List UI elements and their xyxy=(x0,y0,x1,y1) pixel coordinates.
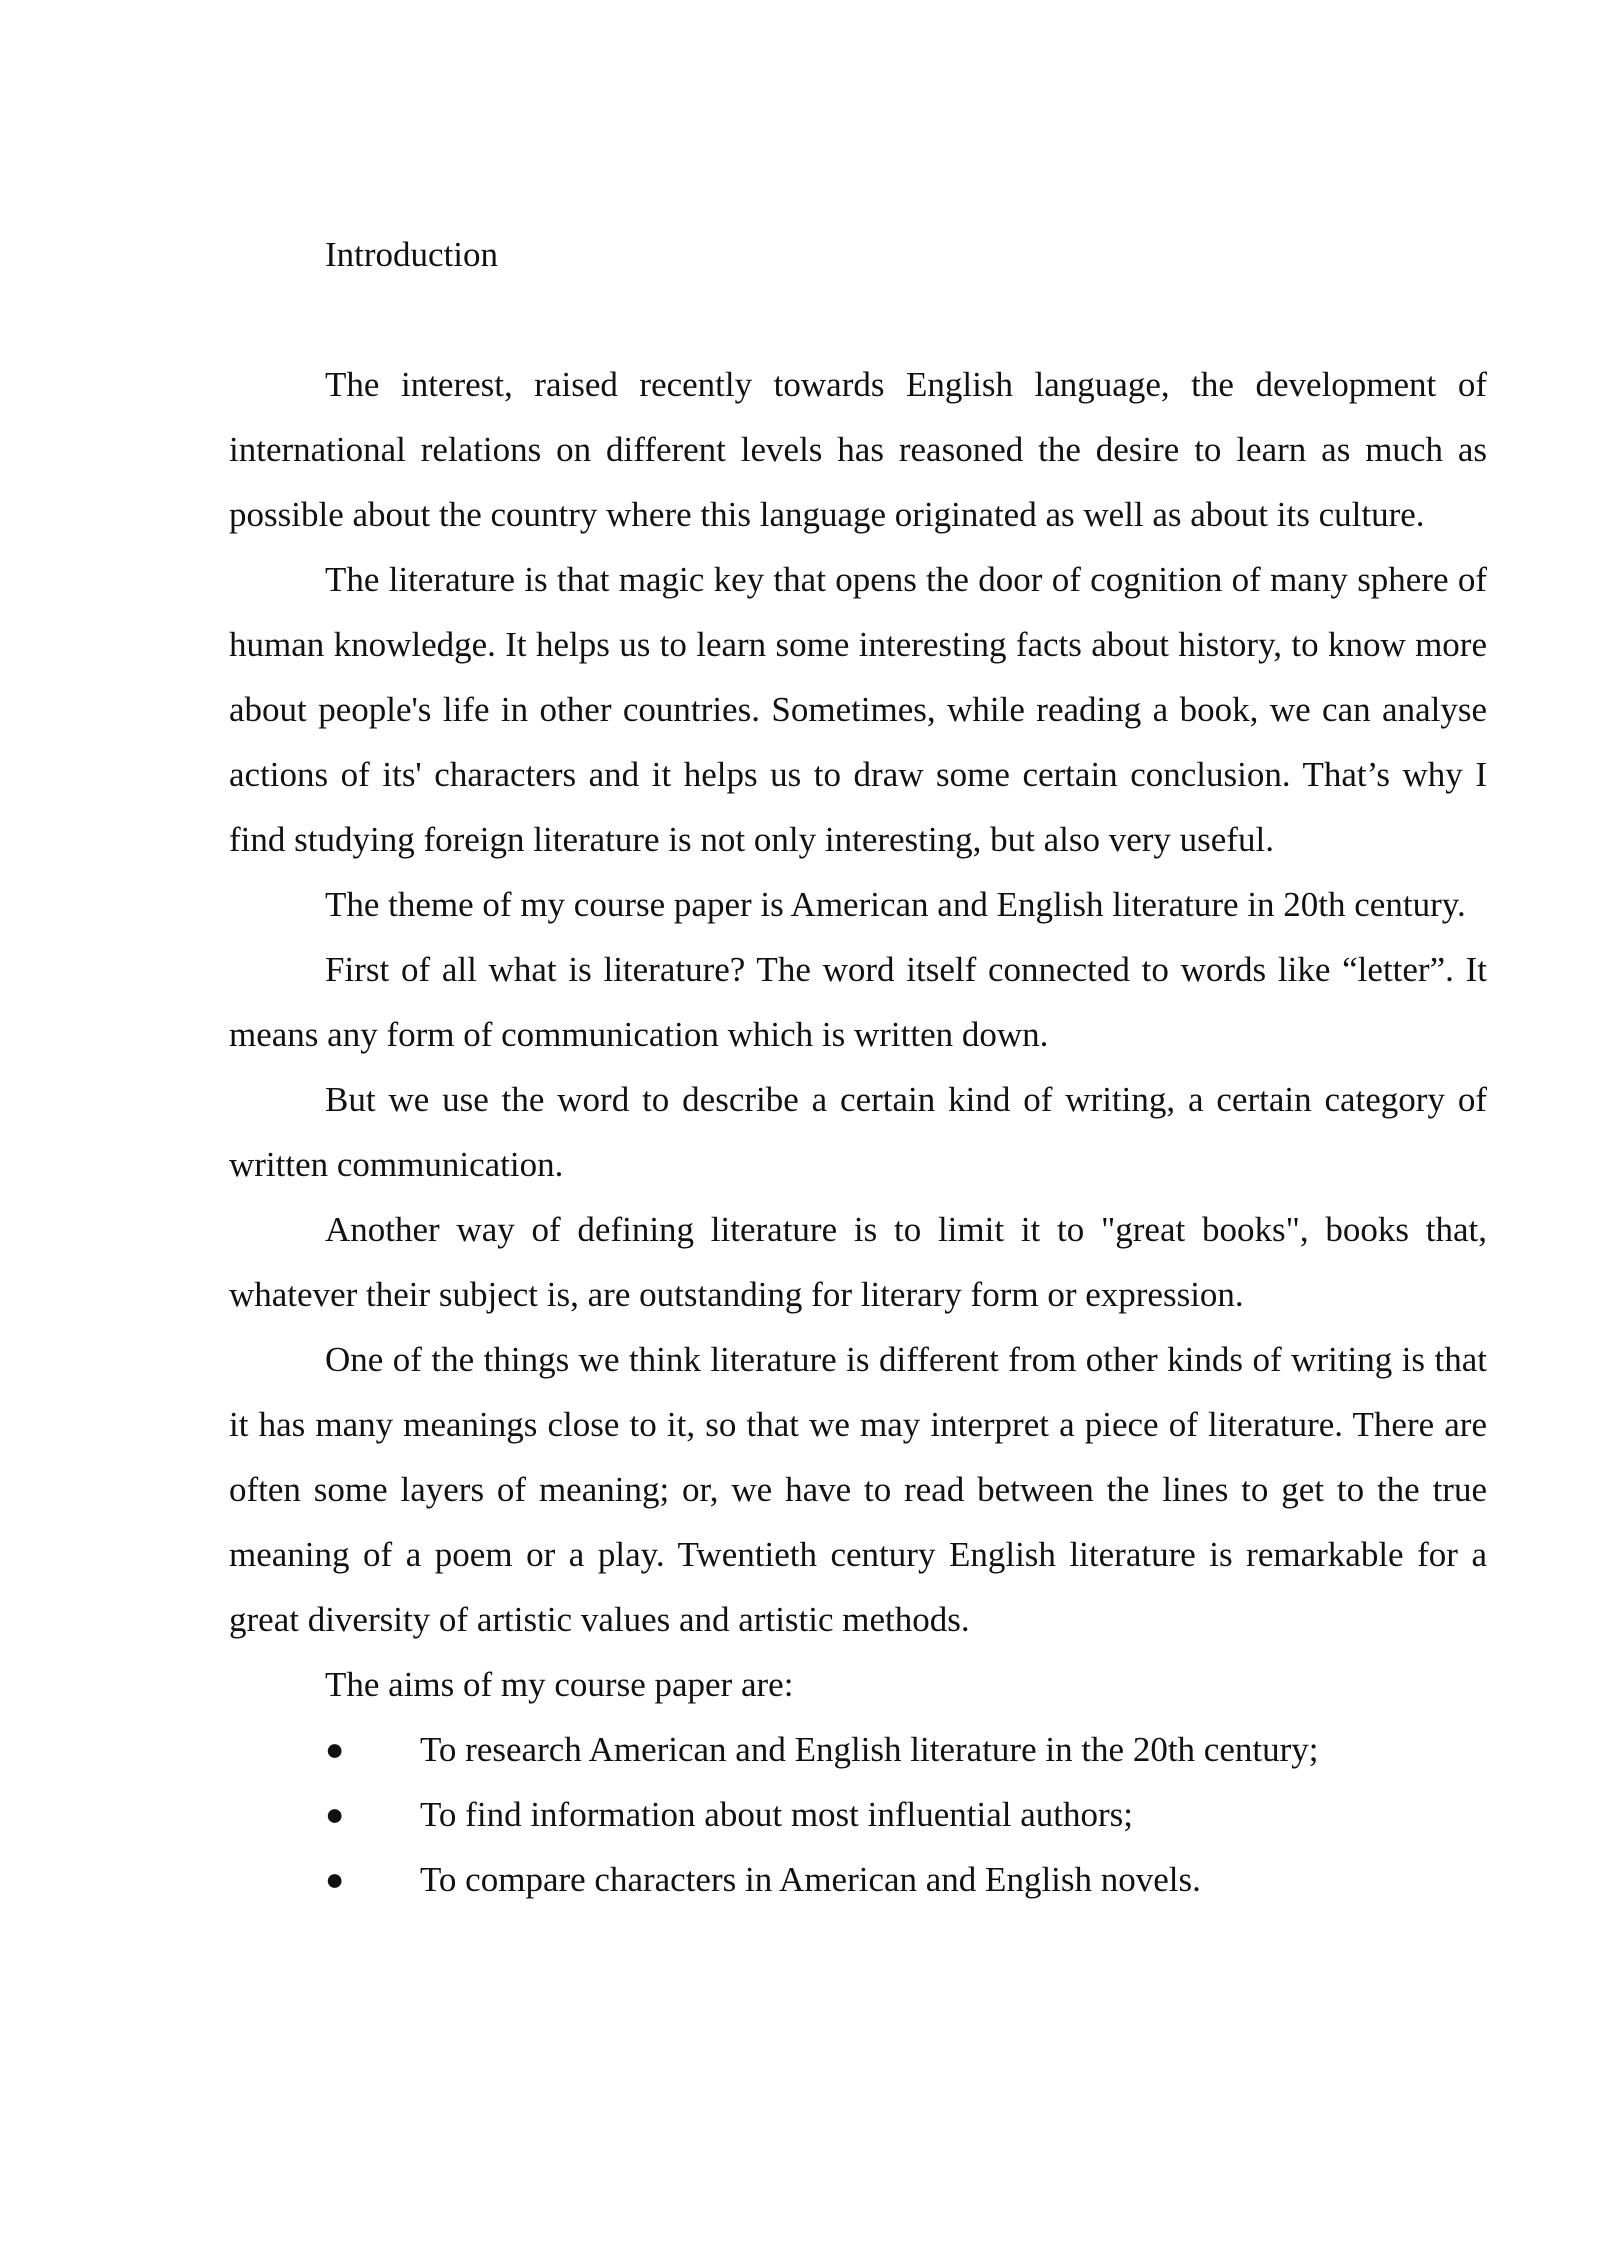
paragraph-meanings: One of the things we think literature is different from other kinds of writing is that it has many meanings close to it, so that we may interpret a piece of literature. There are often some layers of meaning; or, we have to read between the lines to get to the true meaning of a poem or a play. Twentieth century English literature is remarkable for a great diversity of artistic values and artistic methods. xyxy=(229,1340,1487,1639)
paragraph-interest: The interest, raised recently towards English language, the development of international relations on different levels has reasoned the desire to learn as much as possible about the country where this language originated as well as about its culture. xyxy=(229,365,1487,534)
paragraph-category: But we use the word to describe a certain kind of writing, a certain category of written communication. xyxy=(229,1080,1487,1184)
list-item-text: To compare characters in American and English novels. xyxy=(420,1860,1201,1899)
list-item xyxy=(229,1717,1487,1782)
bullet-icon: ● xyxy=(325,1731,345,1767)
section-heading: Introduction xyxy=(325,235,499,274)
paragraph-aims-intro: The aims of my course paper are: xyxy=(325,1665,794,1704)
list-item xyxy=(229,1782,1487,1847)
bullet-icon: ● xyxy=(325,1861,345,1897)
paragraph-literature-key: The literature is that magic key that opens the door of cognition of many sphere of human knowledge. It helps us to learn some interesting facts about history, to know more about people's life in other countries. Sometimes, while reading a book, we can analyse actions of its' characters and it helps us to draw some certain conclusion. That’s why I find studying foreign literature is not only interesting, but also very useful. xyxy=(229,560,1487,859)
paragraph-theme: The theme of my course paper is American and English literature in 20th century. xyxy=(325,885,1466,924)
list-item-text: To research American and English literature in the 20th century; xyxy=(420,1730,1319,1769)
paragraph-definition: First of all what is literature? The word itself connected to words like “letter”. It means any form of communication which is written down. xyxy=(229,950,1487,1054)
list-item-text: To find information about most influential authors; xyxy=(420,1795,1133,1834)
page-content xyxy=(229,222,1487,1912)
list-item xyxy=(229,1847,1487,1912)
bullet-icon: ● xyxy=(325,1796,345,1832)
paragraph-great-books: Another way of defining literature is to limit it to "great books", books that, whatever their subject is, are outstanding for literary form or expression. xyxy=(229,1210,1487,1314)
aims-list xyxy=(229,1717,1487,1912)
heading-spacer xyxy=(229,287,1487,352)
